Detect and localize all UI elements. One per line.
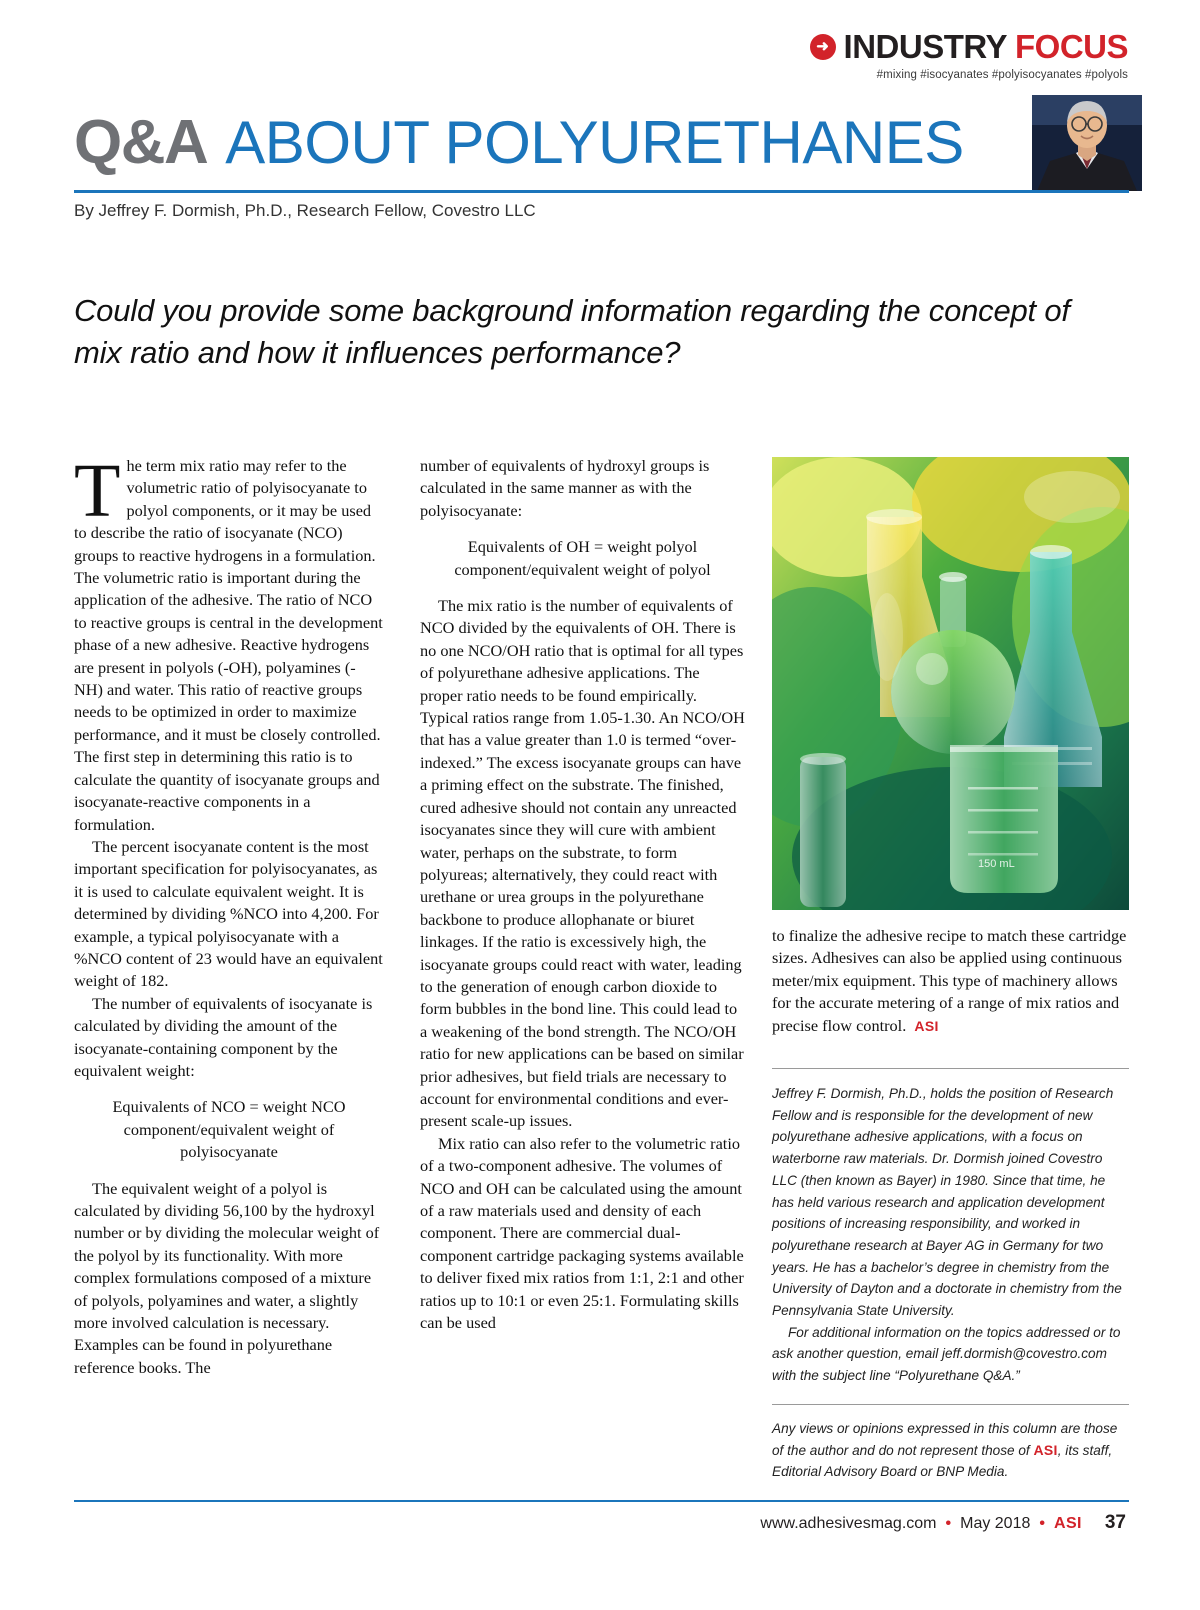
svg-text:150 mL: 150 mL	[978, 858, 1015, 870]
industry-focus-masthead	[708, 28, 1128, 81]
body-column-2	[420, 455, 745, 1334]
title-divider	[74, 190, 1129, 193]
disclaimer-text-a: Any views or opinions expressed in this column are those of the author and do not represent those of	[772, 1421, 1118, 1458]
bio-contact-paragraph: For additional information on the topics addressed or to ask another question, email jeff.dormish@covestro.com with the subject line “Polyurethane Q&A.”	[772, 1324, 1121, 1384]
body-column-1	[74, 449, 384, 1379]
bio-divider-top	[772, 1068, 1129, 1069]
page-footer	[760, 1512, 1126, 1534]
disclaimer	[772, 1418, 1129, 1483]
masthead-focus-word: FOCUS	[1015, 28, 1128, 65]
masthead-title-line	[708, 28, 1128, 66]
paragraph	[74, 449, 384, 836]
paragraph: number of equivalents of hydroxyl groups is calculated in the same manner as with the polyisocyanate:	[420, 456, 710, 520]
paragraph-text: to finalize the adhesive recipe to match these cartridge sizes. Adhesives can also be applied using continuous meter/mix equipment. This type of machinery allows for the accurate metering of a range of mix ratios and precise flow control.	[772, 926, 1127, 1035]
end-of-article-mark: ASI	[914, 1017, 939, 1034]
paragraph: The number of equivalents of isocyanate is calculated by dividing the amount of the isocyanate-containing component by the equivalent weight:	[74, 993, 373, 1080]
footer-website[interactable]: www.adhesivesmag.com	[760, 1515, 937, 1532]
laboratory-glassware-photo	[772, 457, 1129, 910]
paragraph: The equivalent weight of a polyol is calculated by dividing 56,100 by the hydroxyl number or by dividing the molecular weight of the polyol by its functionality. With more complex formulations composed of a mixture of polyols, polyamines and water, a slightly more involved calculation is necessary. Examples can be found in polyurethane reference books. The	[74, 1178, 380, 1377]
masthead-hashtags: #mixing #isocyanates #polyisocyanates #polyols	[876, 69, 1128, 81]
arrow-right-icon: ➜	[810, 34, 836, 60]
article-question: Could you provide some background information regarding the concept of mix ratio and how it influences performance?	[74, 293, 1070, 370]
paragraph: The mix ratio is the number of equivalents of NCO divided by the equivalents of OH. There is no one NCO/OH ratio that is optimal for all types of polyurethane adhesive applications. The proper ratio needs to be found empirically. Typical ratios range from 1.05-1.30. An NCO/OH that has a value greater than 1.0 is termed “over-indexed.” The excess isocyanate groups can have a priming effect on the substrate. The finished, cured adhesive should not contain any unreacted isocyanates since they will cure with ambient water, perhaps on the substrate, to form polyureas; alternatively, they could react with urethane or urea groups in the polyurethane backbone to produce allophanate or biuret linkages. If the ratio is excessively high, the isocyanate groups could react with water, leading to the generation of enough carbon dioxide to form bubbles in the bond line. This could lead to a weakening of the bond strength. The NCO/OH ratio for new applications can be based on similar prior adhesives, but field trials are necessary to account for environmental conditions and ever-present scale-up issues.	[420, 596, 745, 1131]
byline: By Jeffrey F. Dormish, Ph.D., Research Fellow, Covestro LLC	[74, 201, 536, 220]
paragraph: Mix ratio can also refer to the volumetric ratio of a two-component adhesive. The volumes of NCO and OH can be calculated using the amount of a raw materials used and density of each component. There are commercial dual-component cartridge packaging systems available to deliver fixed mix ratios from 1:1, 2:1 and other ratios up to 10:1 or even 25:1. Formulating skills can be used	[420, 1133, 744, 1333]
footer-bullet-2: •	[1039, 1515, 1045, 1532]
author-bio	[772, 1083, 1129, 1387]
drop-cap: T	[74, 449, 121, 533]
body-column-3	[772, 925, 1129, 1037]
equation-oh: Equivalents of OH = weight polyol component/equivalent weight of polyol	[454, 537, 711, 579]
bio-divider-bottom	[772, 1404, 1129, 1405]
paragraph: The percent isocyanate content is the most important specification for polyisocyanates, as it is used to calculate equivalent weight. It is determined by dividing %NCO into 4,200. For example, a typical polyisocyanate with a %NCO content of 23 would have an equivalent weight of 182.	[74, 836, 383, 991]
disclaimer-asi-mark: ASI	[1033, 1441, 1058, 1458]
author-portrait	[1032, 95, 1142, 191]
title-qa: Q&A	[74, 108, 208, 177]
title-about: ABOUT POLYURETHANES	[225, 109, 964, 176]
footer-brand: ASI	[1053, 1515, 1082, 1532]
footer-bullet-1: •	[945, 1515, 952, 1532]
footer-divider	[74, 1500, 1129, 1502]
page-number: 37	[1104, 1512, 1126, 1533]
paragraph-text: he term mix ratio may refer to the volumetric ratio of polyisocyanate to polyol components, or it may be used to describe the ratio of isocyanate (NCO) groups to reactive hydrogens in a formulation. The volumetric ratio is important during the application of the adhesive. The ratio of NCO to reactive groups is central in the development phase of a new adhesive. Reactive hydrogens are present in polyols (-OH), polyamines (-NH) and water. This ratio of reactive groups needs to be optimized in order to maximize performance, and it must be closely controlled. The first step in determining this ratio is to calculate the quantity of isocyanate groups and isocyanate-reactive components in a formulation.	[74, 456, 383, 834]
bio-paragraph: Jeffrey F. Dormish, Ph.D., holds the position of Research Fellow and is responsible for the development of new polyurethane adhesive applications, with a focus on waterborne raw materials. Dr. Dormish joined Covestro LLC (then known as Bayer) in 1980. Since that time, he has held various research and application development positions of increasing responsibility, and worked in polyurethane research at Bayer AG in Germany for two years. He has a bachelor’s degree in chemistry from the University of Dayton and a doctorate in chemistry from the Pennsylvania State University.	[772, 1086, 1122, 1319]
paragraph	[772, 925, 1129, 1037]
footer-issue-date: May 2018	[960, 1515, 1031, 1532]
masthead-industry-word: INDUSTRY	[843, 28, 1007, 65]
page-title	[74, 108, 1129, 177]
equation-nco: Equivalents of NCO = weight NCO component/equivalent weight of polyisocyanate	[112, 1097, 346, 1162]
disclaimer-text-b: , its staff, Editorial Advisory Board or BNP Media.	[772, 1442, 1113, 1480]
